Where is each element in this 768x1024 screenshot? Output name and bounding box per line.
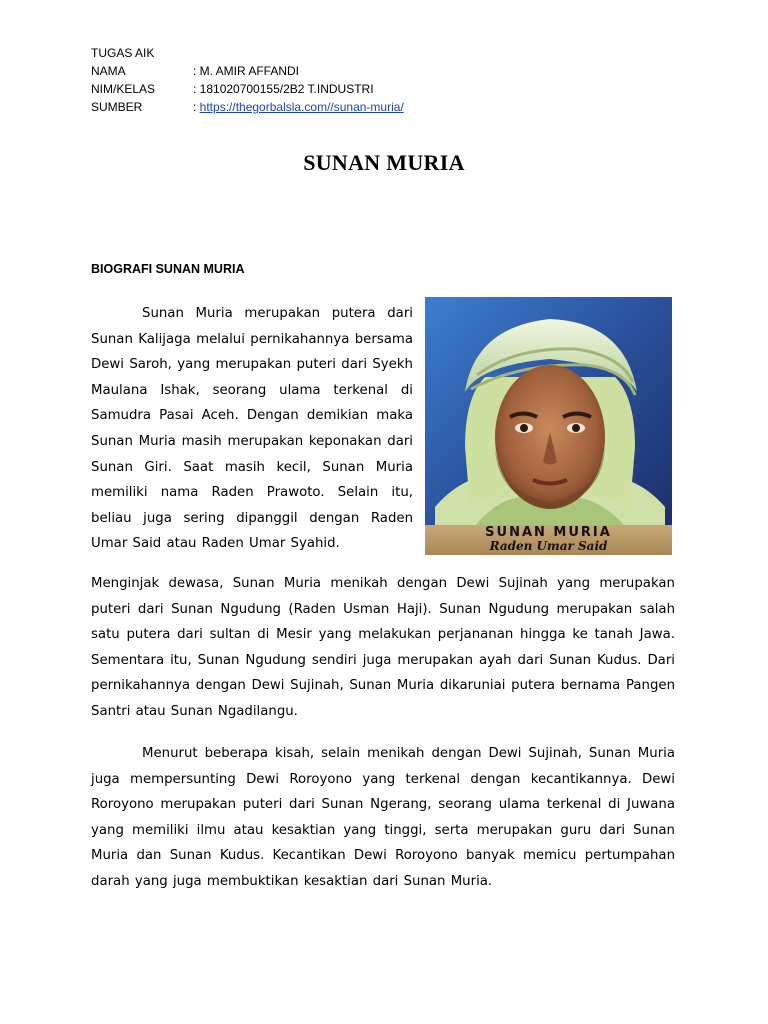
source-value	[193, 98, 404, 116]
section-heading: BIOGRAFI SUNAN MURIA	[91, 262, 245, 276]
name-value: : M. AMIR AFFANDI	[193, 64, 300, 78]
portrait-illustration	[425, 297, 672, 555]
source-label: SUMBER	[91, 100, 143, 114]
name-label: NAMA	[91, 64, 126, 78]
nim-class-value: : 181020700155/2B2 T.INDUSTRI	[193, 82, 374, 96]
portrait-caption-subtitle: Raden Umar Said	[489, 539, 608, 553]
source-row	[91, 98, 404, 116]
assignment-label: TUGAS AIK	[91, 46, 155, 60]
name-row	[91, 62, 404, 80]
paragraph-3: Menurut beberapa kisah, selain menikah dengan Dewi Sujinah, Sunan Muria juga mempersunting Dewi Roroyono yang terkenal dengan kecantikannya. Dewi Roroyono merupakan puteri dari Sunan Ngerang, seorang ulama terkenal di Juwana yang memiliki ilmu atau kesaktian yang tinggi, serta merupakan guru dari Sunan Muria dan Sunan Kudus. Kecantikan Dewi Roroyono banyak memicu pertumpahan darah yang juga membuktikan kesaktian dari Sunan Muria.	[91, 746, 675, 889]
header-block	[91, 44, 404, 116]
source-prefix: :	[193, 100, 200, 114]
document-title: SUNAN MURIA	[303, 150, 465, 175]
paragraph-1: Sunan Muria merupakan putera dari Sunan Kalijaga melalui pernikahannya bersama Dewi Saroh, yang merupakan puteri dari Syekh Maulana Ishak, seorang ulama terkenal di Samudra Pasai Aceh. Dengan demikian maka Sunan Muria masih merupakan keponakan dari Sunan Giri. Saat masih kecil, Sunan Muria memiliki nama Raden Prawoto. Selain itu, beliau juga sering dipanggil dengan Raden Umar Said atau Raden Umar Syahid.	[91, 306, 413, 552]
source-link[interactable]: https://thegorbalsla.com//sunan-muria/	[199, 100, 404, 114]
paragraph-2: Menginjak dewasa, Sunan Muria menikah dengan Dewi Sujinah yang merupakan puteri dari Sunan Ngudung (Raden Usman Haji). Sunan Ngudung merupakan salah satu putera dari sultan di Mesir yang melakukan perjananan hingga ke tanah Jawa. Sementara itu, Sunan Ngudung sendiri juga merupakan ayah dari Sunan Kudus. Dari pernikahannya dengan Dewi Sujinah, Sunan Muria dikaruniai putera bernama Pangen Santri atau Sunan Ngadilangu.	[91, 576, 675, 719]
portrait-image	[425, 297, 672, 555]
nim-class-row	[91, 80, 404, 98]
nim-class-label: NIM/KELAS	[91, 82, 156, 96]
portrait-caption-title: SUNAN MURIA	[485, 525, 612, 540]
assignment-row	[91, 44, 404, 62]
portrait-caption	[425, 525, 672, 555]
